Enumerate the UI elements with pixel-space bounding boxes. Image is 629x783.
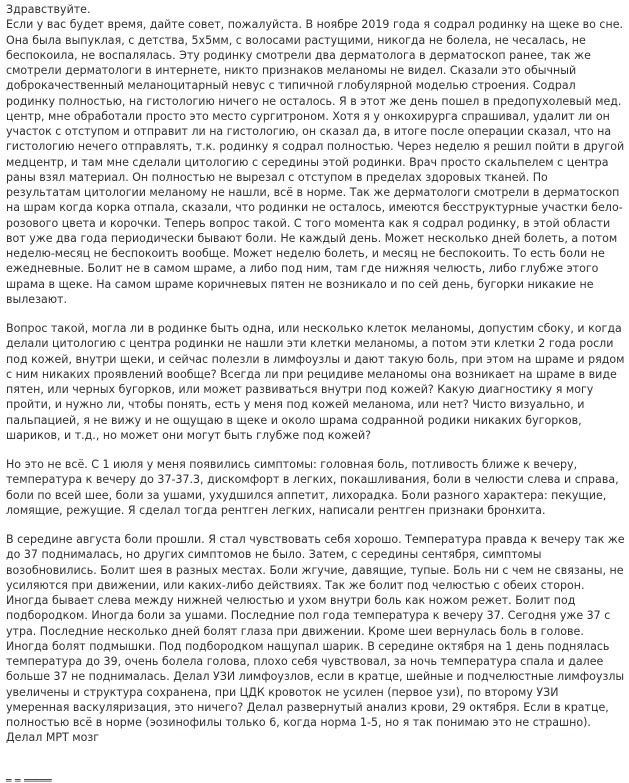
paragraph-mole-history: Если у вас будет время, дайте совет, пожалуйста. В ноябре 2019 года я содрал родинку на щеке во сне. Она была выпуклая, с детства, 5х5мм, с волосами растущими, никогда не болела, не чесалась, не беспокоила, не воспалялась. Эту родинку смотрели два дерматолога в дерматоскоп ранее, так же смотрели дерматологи в интернете, никто признаков меланомы не видел. Сказали это обычный доброкачественный меланоцитарный невус с типичной глобулярной моделью строения. Содрал родинку полностью, на гистологию ничего не осталось. Я в этот же день пошел в предопухолевый мед. центр, мне обработали просто это место сургитроном. Хотя я у онкохирурга спрашивал, удалит ли он участок с отступом и отправит ли на гистологию, он сказал да, в итоге после операции сказал, что на гистологию нечего отправлять, т.к. родинку я содрал полностью. Через неделю я решил пойти в другой медцентр, и там мне сделали цитологию с середины этой родинки. Врач просто скальпелем с центра раны взял материал. Он полностью не вырезал с отступом в пределах здоровых тканей. По результатам цитологии меланому не нашли, всё в норме. Так же дерматологи смотрели в дерматоскоп на шрам когда корка отпала, сказали, что родинки не осталось, имеются бесструктурные участки бело-розового цвета и корочки. Теперь вопрос такой. С того момента как я содрал родинку, в этой области вот уже два года периодически бывают боли. Не каждый день. Может несколько дней болеть, а потом неделю-месяц не беспокоить вообще. Может неделю болеть, и месяц не беспокоить. То есть боли не ежедневные. Болит не в самом шраме, а либо под ним, там где нижняя челюсть, либо глубже этого шрама в щеке. На самом шраме коричневых пятен не возникало и по сей день, бугорки никакие не вылезают.: [6, 18, 625, 306]
paragraph-gap: [6, 307, 625, 321]
cropped-line-fragment: ‗ ‗ ‗‗‗‗‗: [6, 768, 52, 782]
paragraph-july-symptoms: Но это не всё. С 1 июля у меня появились симптомы: головная боль, потливость ближе к вечеру, температура к вечеру до 37-37.3, дискомфорт в легких, покашливания, боли в челюсти слева и справа, боли по всей шее, боли за ушами, ухудшился аппетит, лихорадка. Боли разного характера: пекущие, ломящие, режущие. Я сделал тогда рентген легких, написали рентген признаки бронхита.: [6, 458, 619, 517]
paragraph-mri: Делал МРТ мозг: [6, 731, 100, 745]
paragraph-melanoma-question: Вопрос такой, могла ли в родинке быть одна, или несколько клеток меланомы, допустим сбоку, и когда делали цитологию с центра родинки не нашли эти клетки меланомы, а потом эти клетки 2 года росли под кожей, внутри щеки, и сейчас полезли в лимфоузлы и дают такую боль, при этом на шраме и рядом с ним никаких проявлений вообще? Всегда ли при рецидиве меланомы она возникает на шраме в виде пятен, или черных бугорков, или может развиваться внутри под кожей? Какую диагностику я могу пройти, и нужно ли, чтобы понять, есть у меня под кожей меланома, или нет? Чисто визуально, и пальпацией, я не вижу и не ощущаю в щеке и около шрама содранной родики никаких бугорков, шариков, и т.д., но может они могут быть глубже под кожей?: [6, 322, 625, 442]
paragraph-gap: [6, 443, 625, 457]
paragraph-gap: [6, 518, 625, 532]
greeting-line: Здравствуйте.: [6, 3, 91, 16]
paragraph-august-october: В середине августа боли прошли. Я стал чувствовать себя хорошо. Температура правда к вечеру так же до 37 поднималась, но других симптомов не было. Затем, с середины сентября, симптомы возобновились. Болит шея в разных местах. Боли жгучие, давящие, тупые. Боль ни с чем не связаны, не усиляются при движении, или каких-либо действиях. Так же болит под челюстью с обеих сторон. Иногда бывает слева между нижней челюстью и ухом внутри боль как ножом режет. Болит под подбородком. Иногда боли за ушами. Последние пол года температура к вечеру 37. Сегодня уже 37 с утра. Последние несколько дней болят глаза при движении. Кроме шеи вернулась боль в голове. Иногда болят подмышки. Под подбородком нащупал шарик. В середине октября на 1 день поднялась температура до 39, очень болела голова, плохо себя чувствовал, за ночь температура спала и далее больше 37 не поднималась. Делал УЗИ лимфоузлов, если в кратце, шейные и подчелюстные лимфоузлы увеличены и структура сохранена, при ЦДК кровоток не усилен (первое узи), по второму УЗИ умеренная васкуляризация, это ничего? Делал развернутый анализ крови, 29 октября. Если в кратце, полностью всё в норме (эозинофилы только 6, когда норма 1-5, но я так понимаю это не страшно).: [6, 533, 625, 729]
